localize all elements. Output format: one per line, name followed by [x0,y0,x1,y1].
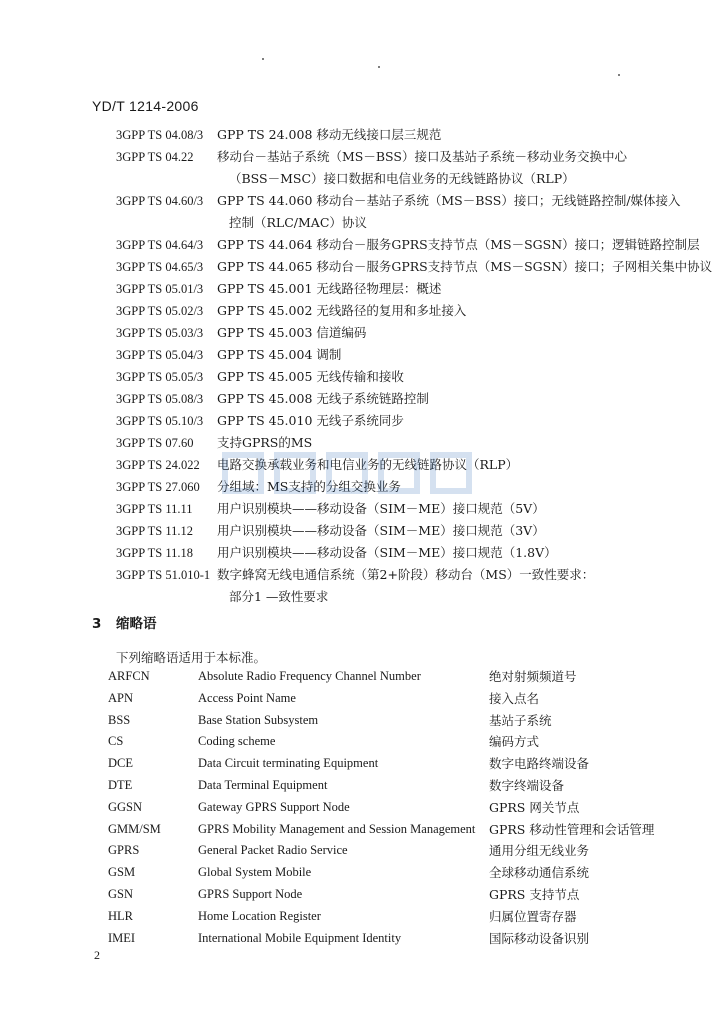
abbreviation-english: Gateway GPRS Support Node [198,799,350,814]
reference-row [116,432,686,454]
page-number: 2 [94,948,100,962]
reference-code [116,168,217,190]
scan-speck [378,66,380,68]
reference-row [116,542,686,564]
abbreviation-english: Base Station Subsystem [198,712,319,727]
reference-row [116,520,686,542]
abbreviation-chinese: GPRS 网关节点 [489,799,580,815]
abbreviation-row [108,928,688,950]
reference-code: 3GPP TS 51.010-1 [116,568,211,582]
reference-row [116,564,686,586]
reference-row [116,498,686,520]
abbreviation-english: Coding scheme [198,734,276,749]
abbreviation-chinese: GPRS 移动性管理和会话管理 [489,821,655,837]
reference-title: 控制（RLC/MAC）协议 [229,215,367,230]
abbreviation-row [108,840,688,862]
reference-row [116,234,700,256]
reference-code: 3GPP TS 05.01/3 [116,282,204,296]
abbreviation-code: ARFCN [108,669,150,683]
section-title: 缩略语 [116,616,157,632]
reference-title: GPP TS 44.065 移动台－服务GPRS支持节点（MS－SGSN）接口；子网相关集中协议 [217,259,713,274]
abbreviation-chinese: 绝对射频频道号 [489,669,577,684]
abbreviation-row [108,797,688,819]
normative-references-list [116,124,713,608]
reference-code: 3GPP TS 05.04/3 [116,348,204,362]
abbreviation-english: GPRS Support Node [198,886,303,901]
reference-code: 3GPP TS 05.03/3 [116,326,204,340]
reference-code: 3GPP TS 04.64/3 [116,238,204,252]
reference-row [116,586,686,608]
abbreviation-chinese: 数字电路终端设备 [489,756,590,772]
reference-title: 数字蜂窝无线电通信系统（第2+阶段）移动台（MS）一致性要求： [217,567,595,582]
reference-title: GPP TS 45.004 调制 [217,347,342,362]
reference-code: 3GPP TS 05.02/3 [116,304,204,318]
abbreviation-code: DCE [108,756,133,771]
reference-title: 用户识别模块——移动设备（SIM－ME）接口规范（1.8V） [217,545,557,560]
abbreviation-row [108,906,688,928]
abbreviation-chinese: 国际移动设备识别 [489,930,590,946]
reference-title: GPP TS 45.002 无线路径的复用和多址接入 [217,303,467,318]
abbreviation-english: International Mobile Equipment Identity [198,930,402,945]
section-heading [92,612,157,632]
abbreviation-chinese: 数字终端设备 [489,777,565,793]
reference-code: 3GPP TS 11.12 [116,524,193,538]
reference-title: 部分1 —致性要求 [229,589,329,604]
abbreviation-row [108,753,688,775]
reference-code: 3GPP TS 05.08/3 [116,392,204,406]
reference-row [116,190,686,212]
abbreviation-english: Absolute Radio Frequency Channel Number [198,669,421,683]
abbreviation-row [108,710,688,732]
reference-code: 3GPP TS 04.60/3 [116,194,204,208]
reference-row [116,146,686,168]
abbreviation-row [108,862,688,884]
abbreviation-code: CS [108,734,124,749]
reference-code: 3GPP TS 05.05/3 [116,370,204,384]
reference-row [116,278,686,300]
abbreviation-code: BSS [108,712,131,727]
reference-title: GPP TS 24.008 移动无线接口层三规范 [217,127,442,142]
reference-row [116,454,686,476]
reference-row [116,366,686,388]
abbreviation-chinese: 编码方式 [489,734,540,750]
reference-title: GPP TS 45.008 无线子系统链路控制 [217,391,429,406]
reference-code: 3GPP TS 04.08/3 [116,128,204,142]
reference-row [116,344,686,366]
abbreviation-chinese: GPRS 支持节点 [489,886,580,902]
abbreviation-code: GSN [108,886,134,901]
document-id-header: YD/T 1214-2006 [92,98,199,114]
abbreviation-english: Access Point Name [198,690,296,705]
reference-title: GPP TS 44.064 移动台－服务GPRS支持节点（MS－SGSN）接口；逻辑链路控制层 [217,237,700,252]
abbreviation-chinese: 基站子系统 [489,712,552,728]
reference-row [116,388,686,410]
reference-title: （BSS－MSC）接口数据和电信业务的无线链路协议（RLP） [229,171,575,186]
reference-row [116,322,686,344]
abbreviation-chinese: 接入点名 [489,690,540,706]
abbreviation-row [108,884,688,906]
reference-title: GPP TS 45.001 无线路径物理层：概述 [217,281,442,296]
abbreviation-chinese: 归属位置寄存器 [489,908,577,924]
abbreviation-code: IMEI [108,930,136,945]
abbreviation-code: APN [108,690,134,705]
abbreviation-code: GPRS [108,843,140,858]
reference-code: 3GPP TS 24.022 [116,458,200,472]
reference-row [116,124,686,146]
abbreviations-table [108,666,688,949]
abbreviation-row [108,688,688,710]
abbreviation-english: Global System Mobile [198,865,312,880]
reference-code [116,212,217,234]
reference-title: 用户识别模块——移动设备（SIM－ME）接口规范（5V） [217,501,545,516]
reference-title: GPP TS 44.060 移动台－基站子系统（MS－BSS）接口；无线链路控制/媒体接入 [217,193,681,208]
reference-row [116,256,713,278]
abbreviation-english: General Packet Radio Service [198,843,348,858]
reference-row [116,300,686,322]
reference-code: 3GPP TS 04.65/3 [116,260,204,274]
abbreviation-row [108,775,688,797]
reference-title: 移动台－基站子系统（MS－BSS）接口及基站子系统－移动业务交换中心 [217,149,627,164]
abbreviation-english: Data Terminal Equipment [198,777,328,792]
reference-row [116,212,686,234]
abbreviation-code: DTE [108,777,133,792]
reference-code: 3GPP TS 07.60 [116,436,194,450]
reference-code [116,586,217,608]
reference-title: GPP TS 45.005 无线传输和接收 [217,369,404,384]
reference-row [116,410,686,432]
reference-code: 3GPP TS 11.11 [116,502,193,516]
reference-title: 电路交换承载业务和电信业务的无线链路协议（RLP） [217,457,519,472]
reference-code: 3GPP TS 11.18 [116,546,193,560]
abbreviation-row [108,731,688,753]
reference-title: GPP TS 45.010 无线子系统同步 [217,413,404,428]
abbreviation-chinese: 全球移动通信系统 [489,865,590,881]
abbreviation-row [108,666,688,688]
reference-title: 用户识别模块——移动设备（SIM－ME）接口规范（3V） [217,523,545,538]
abbreviation-code: GSM [108,865,136,880]
abbreviation-chinese: 通用分组无线业务 [489,843,590,859]
reference-code: 3GPP TS 04.22 [116,150,194,164]
abbreviation-english: Data Circuit terminating Equipment [198,756,379,771]
reference-title: 分组域：MS支持的分组交换业务 [217,479,401,494]
reference-code: 3GPP TS 27.060 [116,480,200,494]
scan-speck [618,74,620,76]
section-number: 3 [92,616,102,632]
abbreviation-english: GPRS Mobility Management and Session Management [198,821,476,836]
reference-row [116,168,686,190]
abbreviation-code: GMM/SM [108,821,161,836]
reference-title: GPP TS 45.003 信道编码 [217,325,367,340]
abbreviation-code: GGSN [108,799,143,814]
reference-code: 3GPP TS 05.10/3 [116,414,204,428]
abbreviation-row [108,819,688,841]
reference-title: 支持GPRS的MS [217,435,313,450]
abbreviation-english: Home Location Register [198,908,321,923]
abbreviation-code: HLR [108,908,133,923]
section-intro: 下列缩略语适用于本标准。 [116,650,267,665]
scan-speck [262,58,264,60]
reference-row [116,476,686,498]
